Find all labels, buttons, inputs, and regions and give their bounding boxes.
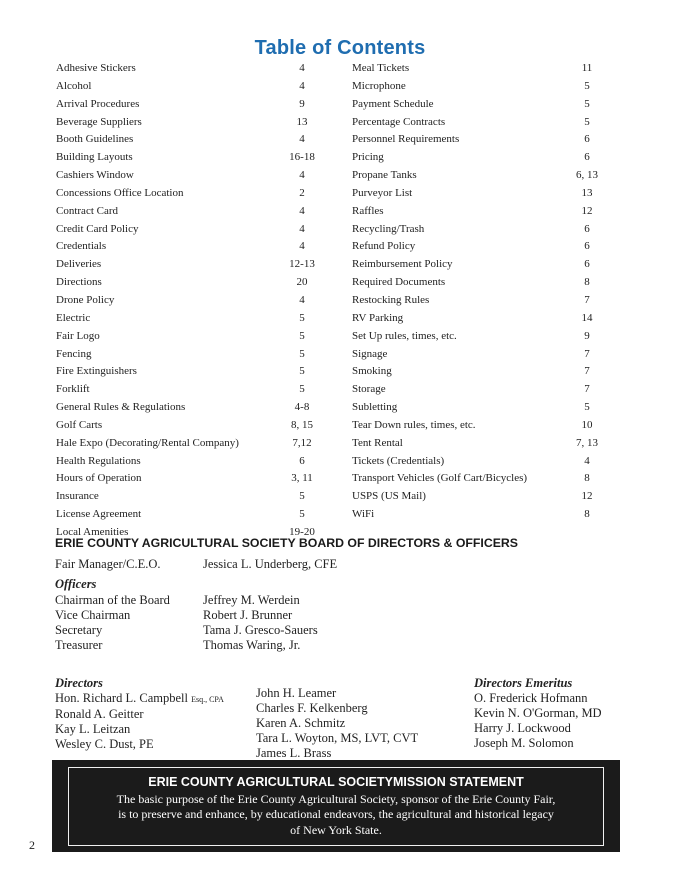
- toc-entry: [56, 470, 321, 488]
- toc-entry-page: 8: [584, 472, 590, 485]
- officer-name: Jeffrey M. Werdein: [203, 593, 300, 607]
- officer-role: Secretary: [55, 623, 103, 637]
- toc-entry: [352, 417, 602, 435]
- toc-entry: [56, 131, 321, 149]
- toc-entry-label: Booth Guidelines: [56, 133, 134, 146]
- toc-entry-page: 4: [299, 293, 305, 306]
- toc-entry-page: 5: [299, 347, 305, 360]
- emeritus-name: Kevin N. O'Gorman, MD: [474, 706, 602, 720]
- toc-entry-label: Hale Expo (Decorating/Rental Company): [56, 436, 239, 449]
- director-suffix: Esq., CPA: [191, 695, 224, 704]
- toc-entry: [56, 185, 321, 203]
- toc-entry-page: 12-13: [289, 258, 315, 271]
- toc-entry-label: Payment Schedule: [352, 97, 434, 110]
- toc-entry: [352, 310, 602, 328]
- toc-entry-page: 10: [581, 418, 593, 431]
- toc-entry-label: Smoking: [352, 365, 392, 378]
- toc-entry: [352, 167, 602, 185]
- officer-role: Vice Chairman: [55, 608, 131, 622]
- toc-entry: [352, 435, 602, 453]
- toc-entry-page: 7,12: [292, 436, 312, 449]
- director-name: Tara L. Woyton, MS, LVT, CVT: [256, 731, 419, 745]
- toc-entry-label: Health Regulations: [56, 454, 141, 467]
- toc-entry-page: 5: [299, 383, 305, 396]
- toc-entry: [352, 96, 602, 114]
- toc-entry-label: Percentage Contracts: [352, 115, 446, 128]
- toc-entry-label: Set Up rules, times, etc.: [352, 329, 457, 342]
- toc-entry-page: 4: [299, 240, 305, 253]
- toc-entry-label: Fire Extinguishers: [56, 365, 137, 378]
- toc-entry-label: Deliveries: [56, 258, 102, 271]
- toc-entry-page: 20: [296, 276, 308, 289]
- toc-entry-page: 4: [299, 169, 305, 182]
- toc-entry-page: 5: [584, 401, 590, 414]
- toc-entry: [56, 346, 321, 364]
- directors-column-1: [55, 691, 224, 752]
- toc-entry-label: Subletting: [352, 401, 398, 414]
- toc-entry: [352, 114, 602, 132]
- toc-entry: [56, 256, 321, 274]
- director-name: Kay L. Leitzan: [55, 722, 131, 736]
- toc-entry: [56, 221, 321, 239]
- toc-entry-label: General Rules & Regulations: [56, 401, 186, 414]
- toc-entry-label: Restocking Rules: [352, 293, 430, 306]
- toc-entry: [352, 488, 602, 506]
- toc-entry-label: Refund Policy: [352, 240, 416, 253]
- toc-entry-page: 5: [584, 79, 590, 92]
- toc-entry-label: Arrival Procedures: [56, 97, 140, 110]
- page-title: Table of Contents: [254, 37, 426, 59]
- directors-heading: Directors: [55, 676, 103, 690]
- toc-entry-label: Personnel Requirements: [352, 133, 460, 146]
- toc-right-column: [352, 60, 602, 524]
- toc-entry: [352, 60, 602, 78]
- toc-entry-page: 5: [299, 508, 305, 521]
- toc-entry-page: 13: [296, 115, 308, 128]
- toc-entry-page: 9: [584, 329, 590, 342]
- toc-entry-label: Transport Vehicles (Golf Cart/Bicycles): [352, 472, 528, 485]
- director-first-name: Hon. Richard L. Campbell: [55, 691, 188, 705]
- toc-entry-label: Tent Rental: [352, 436, 403, 449]
- toc-entry-page: 5: [299, 365, 305, 378]
- toc-entry: [352, 346, 602, 364]
- toc-entry-page: 7: [584, 293, 590, 306]
- officer-role: Chairman of the Board: [55, 593, 170, 607]
- toc-left-column: [56, 60, 321, 542]
- toc-entry: [56, 417, 321, 435]
- officer-name: Robert J. Brunner: [203, 608, 293, 622]
- toc-entry: [56, 292, 321, 310]
- toc-entry: [56, 167, 321, 185]
- mission-statement-box: [52, 760, 620, 852]
- toc-entry-label: WiFi: [352, 508, 375, 521]
- toc-entry-page: 4-8: [294, 401, 310, 414]
- mission-line: The basic purpose of the Erie County Agricultural Society, sponsor of the Erie County Fair,: [116, 792, 556, 806]
- toc-entry-label: Credentials: [56, 240, 107, 253]
- mission-statement-title: ERIE COUNTY AGRICULTURAL SOCIETYMISSION STATEMENT: [148, 775, 524, 789]
- toc-entry-page: 2: [299, 186, 305, 199]
- toc-entry: [56, 399, 321, 417]
- toc-entry-label: Drone Policy: [56, 293, 115, 306]
- officer-names: [203, 593, 318, 653]
- toc-entry: [56, 149, 321, 167]
- emeritus-name: Harry J. Lockwood: [474, 721, 571, 735]
- toc-entry-page: 13: [581, 186, 593, 199]
- officer-name: Thomas Waring, Jr.: [203, 638, 301, 652]
- toc-entry-label: Hours of Operation: [56, 472, 142, 485]
- toc-entry: [56, 274, 321, 292]
- toc-entry-label: Cashiers Window: [56, 169, 134, 182]
- toc-entry-label: Meal Tickets: [352, 62, 410, 74]
- page-number: 2: [29, 838, 35, 852]
- toc-entry-label: Tear Down rules, times, etc.: [352, 418, 476, 431]
- emeritus-name: Joseph M. Solomon: [474, 736, 574, 750]
- toc-entry-label: Recycling/Trash: [352, 222, 425, 235]
- toc-entry-label: Reimbursement Policy: [352, 258, 453, 271]
- toc-entry: [56, 381, 321, 399]
- toc-entry-label: Fencing: [56, 347, 92, 360]
- toc-entry-page: 4: [299, 222, 305, 235]
- toc-entry-page: 11: [581, 62, 593, 74]
- board-heading: ERIE COUNTY AGRICULTURAL SOCIETY BOARD OF DIRECTORS & OFFICERS: [55, 536, 518, 550]
- emeritus-name: O. Frederick Hofmann: [474, 691, 588, 705]
- toc-entry: [352, 185, 602, 203]
- toc-entry-page: 6: [584, 151, 590, 164]
- toc-entry-page: 4: [299, 204, 305, 217]
- officers-heading: Officers: [55, 577, 97, 591]
- toc-entry: [56, 238, 321, 256]
- toc-entry: [56, 363, 321, 381]
- toc-entry-label: Insurance: [56, 490, 99, 503]
- directors-emeritus-list: [474, 691, 602, 751]
- director-name: Karen A. Schmitz: [256, 716, 346, 730]
- toc-entry: [352, 328, 602, 346]
- toc-entry-page: 5: [584, 115, 590, 128]
- director-name: John H. Leamer: [256, 686, 337, 700]
- toc-entry: [56, 506, 321, 524]
- toc-entry: [56, 310, 321, 328]
- toc-entry-page: 5: [584, 97, 590, 110]
- toc-entry-label: Storage: [352, 383, 386, 396]
- toc-entry-page: 4: [584, 454, 590, 467]
- toc-entry-page: 4: [299, 79, 305, 92]
- toc-entry: [56, 328, 321, 346]
- toc-entry-label: Concessions Office Location: [56, 186, 184, 199]
- toc-entry-page: 8: [584, 276, 590, 289]
- toc-entry-page: 7: [584, 365, 590, 378]
- directors-column-2: [256, 686, 418, 761]
- director-name: [55, 691, 224, 707]
- mission-statement-frame: [68, 767, 604, 846]
- toc-entry-label: Pricing: [352, 151, 384, 164]
- officer-role: Treasurer: [55, 638, 103, 652]
- toc-entry-label: Local Amenities: [56, 525, 129, 538]
- toc-entry: [352, 131, 602, 149]
- toc-entry: [56, 488, 321, 506]
- director-name: Wesley C. Dust, PE: [55, 737, 154, 751]
- toc-entry-label: Raffles: [352, 204, 384, 217]
- toc-entry-page: 14: [581, 311, 593, 324]
- toc-entry-page: 8: [584, 508, 590, 521]
- toc-entry-label: USPS (US Mail): [352, 490, 426, 503]
- toc-entry: [352, 506, 602, 524]
- toc-entry: [352, 221, 602, 239]
- toc-entry-label: Electric: [56, 311, 91, 324]
- toc-entry-page: 3, 11: [291, 472, 313, 485]
- toc-entry: [352, 381, 602, 399]
- toc-entry-label: Fair Logo: [56, 329, 100, 342]
- toc-entry-label: Forklift: [56, 383, 90, 396]
- toc-entry-label: Microphone: [352, 79, 406, 92]
- toc-entry-label: Signage: [352, 347, 388, 360]
- toc-entry-label: RV Parking: [352, 311, 404, 324]
- director-name: Ronald A. Geitter: [55, 707, 144, 721]
- toc-entry: [352, 149, 602, 167]
- toc-entry: [56, 78, 321, 96]
- toc-entry-page: 6: [584, 222, 590, 235]
- toc-entry-label: Alcohol: [56, 79, 92, 92]
- mission-statement-text: [79, 792, 593, 838]
- toc-entry-page: 12: [581, 490, 593, 503]
- toc-entry: [56, 60, 321, 78]
- toc-entry-page: 4: [299, 133, 305, 146]
- fair-manager-role: Fair Manager/C.E.O.: [55, 557, 161, 571]
- toc-entry: [352, 399, 602, 417]
- toc-entry-label: Purveyor List: [352, 186, 413, 199]
- director-name: Charles F. Kelkenberg: [256, 701, 368, 715]
- toc-entry-page: 19-20: [289, 525, 315, 538]
- toc-entry: [56, 203, 321, 221]
- toc-entry-page: 7: [584, 347, 590, 360]
- toc-entry-page: 7, 13: [576, 436, 598, 449]
- toc-entry: [352, 78, 602, 96]
- toc-entry-label: Beverage Suppliers: [56, 115, 142, 128]
- toc-entry-page: 4: [299, 62, 305, 74]
- toc-entry-page: 5: [299, 490, 305, 503]
- toc-entry: [352, 238, 602, 256]
- toc-entry-page: 6: [584, 133, 590, 146]
- toc-entry-page: 9: [299, 97, 305, 110]
- director-name: James L. Brass: [256, 746, 332, 760]
- toc-entry-label: Contract Card: [56, 204, 119, 217]
- toc-entry-label: Golf Carts: [56, 418, 103, 431]
- toc-entry: [56, 435, 321, 453]
- toc-entry-label: Building Layouts: [56, 151, 133, 164]
- toc-entry: [352, 203, 602, 221]
- toc-entry: [56, 96, 321, 114]
- mission-line: of New York State.: [290, 822, 382, 837]
- toc-entry-page: 6: [584, 258, 590, 271]
- toc-entry: [352, 470, 602, 488]
- officer-name: Tama J. Gresco-Sauers: [203, 623, 318, 637]
- toc-entry: [56, 114, 321, 132]
- directors-emeritus-heading: Directors Emeritus: [474, 676, 573, 690]
- mission-line: is to preserve and enhance, by educational endeavors, the agricultural and historical legacy: [118, 807, 554, 822]
- toc-entry-page: 16-18: [289, 151, 315, 164]
- toc-entry: [352, 256, 602, 274]
- toc-entry: [352, 274, 602, 292]
- fair-manager-name: Jessica L. Underberg, CFE: [203, 557, 338, 571]
- toc-entry: [56, 453, 321, 471]
- officer-roles: [55, 593, 170, 653]
- toc-entry-label: Credit Card Policy: [56, 222, 139, 235]
- toc-entry-label: Adhesive Stickers: [56, 62, 136, 74]
- toc-entry-page: 5: [299, 329, 305, 342]
- toc-entry-page: 5: [299, 311, 305, 324]
- toc-entry-page: 6: [584, 240, 590, 253]
- toc-entry-label: Propane Tanks: [352, 169, 417, 182]
- toc-entry-page: 6: [299, 454, 305, 467]
- toc-entry: [352, 453, 602, 471]
- toc-entry: [352, 292, 602, 310]
- toc-entry-page: 7: [584, 383, 590, 396]
- toc-entry-label: Tickets (Credentials): [352, 454, 445, 467]
- toc-entry-page: 8, 15: [291, 418, 313, 431]
- toc-entry: [352, 363, 602, 381]
- toc-entry-page: 6, 13: [576, 169, 598, 182]
- toc-entry-label: License Agreement: [56, 508, 142, 521]
- toc-entry-page: 12: [581, 204, 593, 217]
- toc-entry-label: Directions: [56, 276, 102, 289]
- toc-entry-label: Required Documents: [352, 276, 446, 289]
